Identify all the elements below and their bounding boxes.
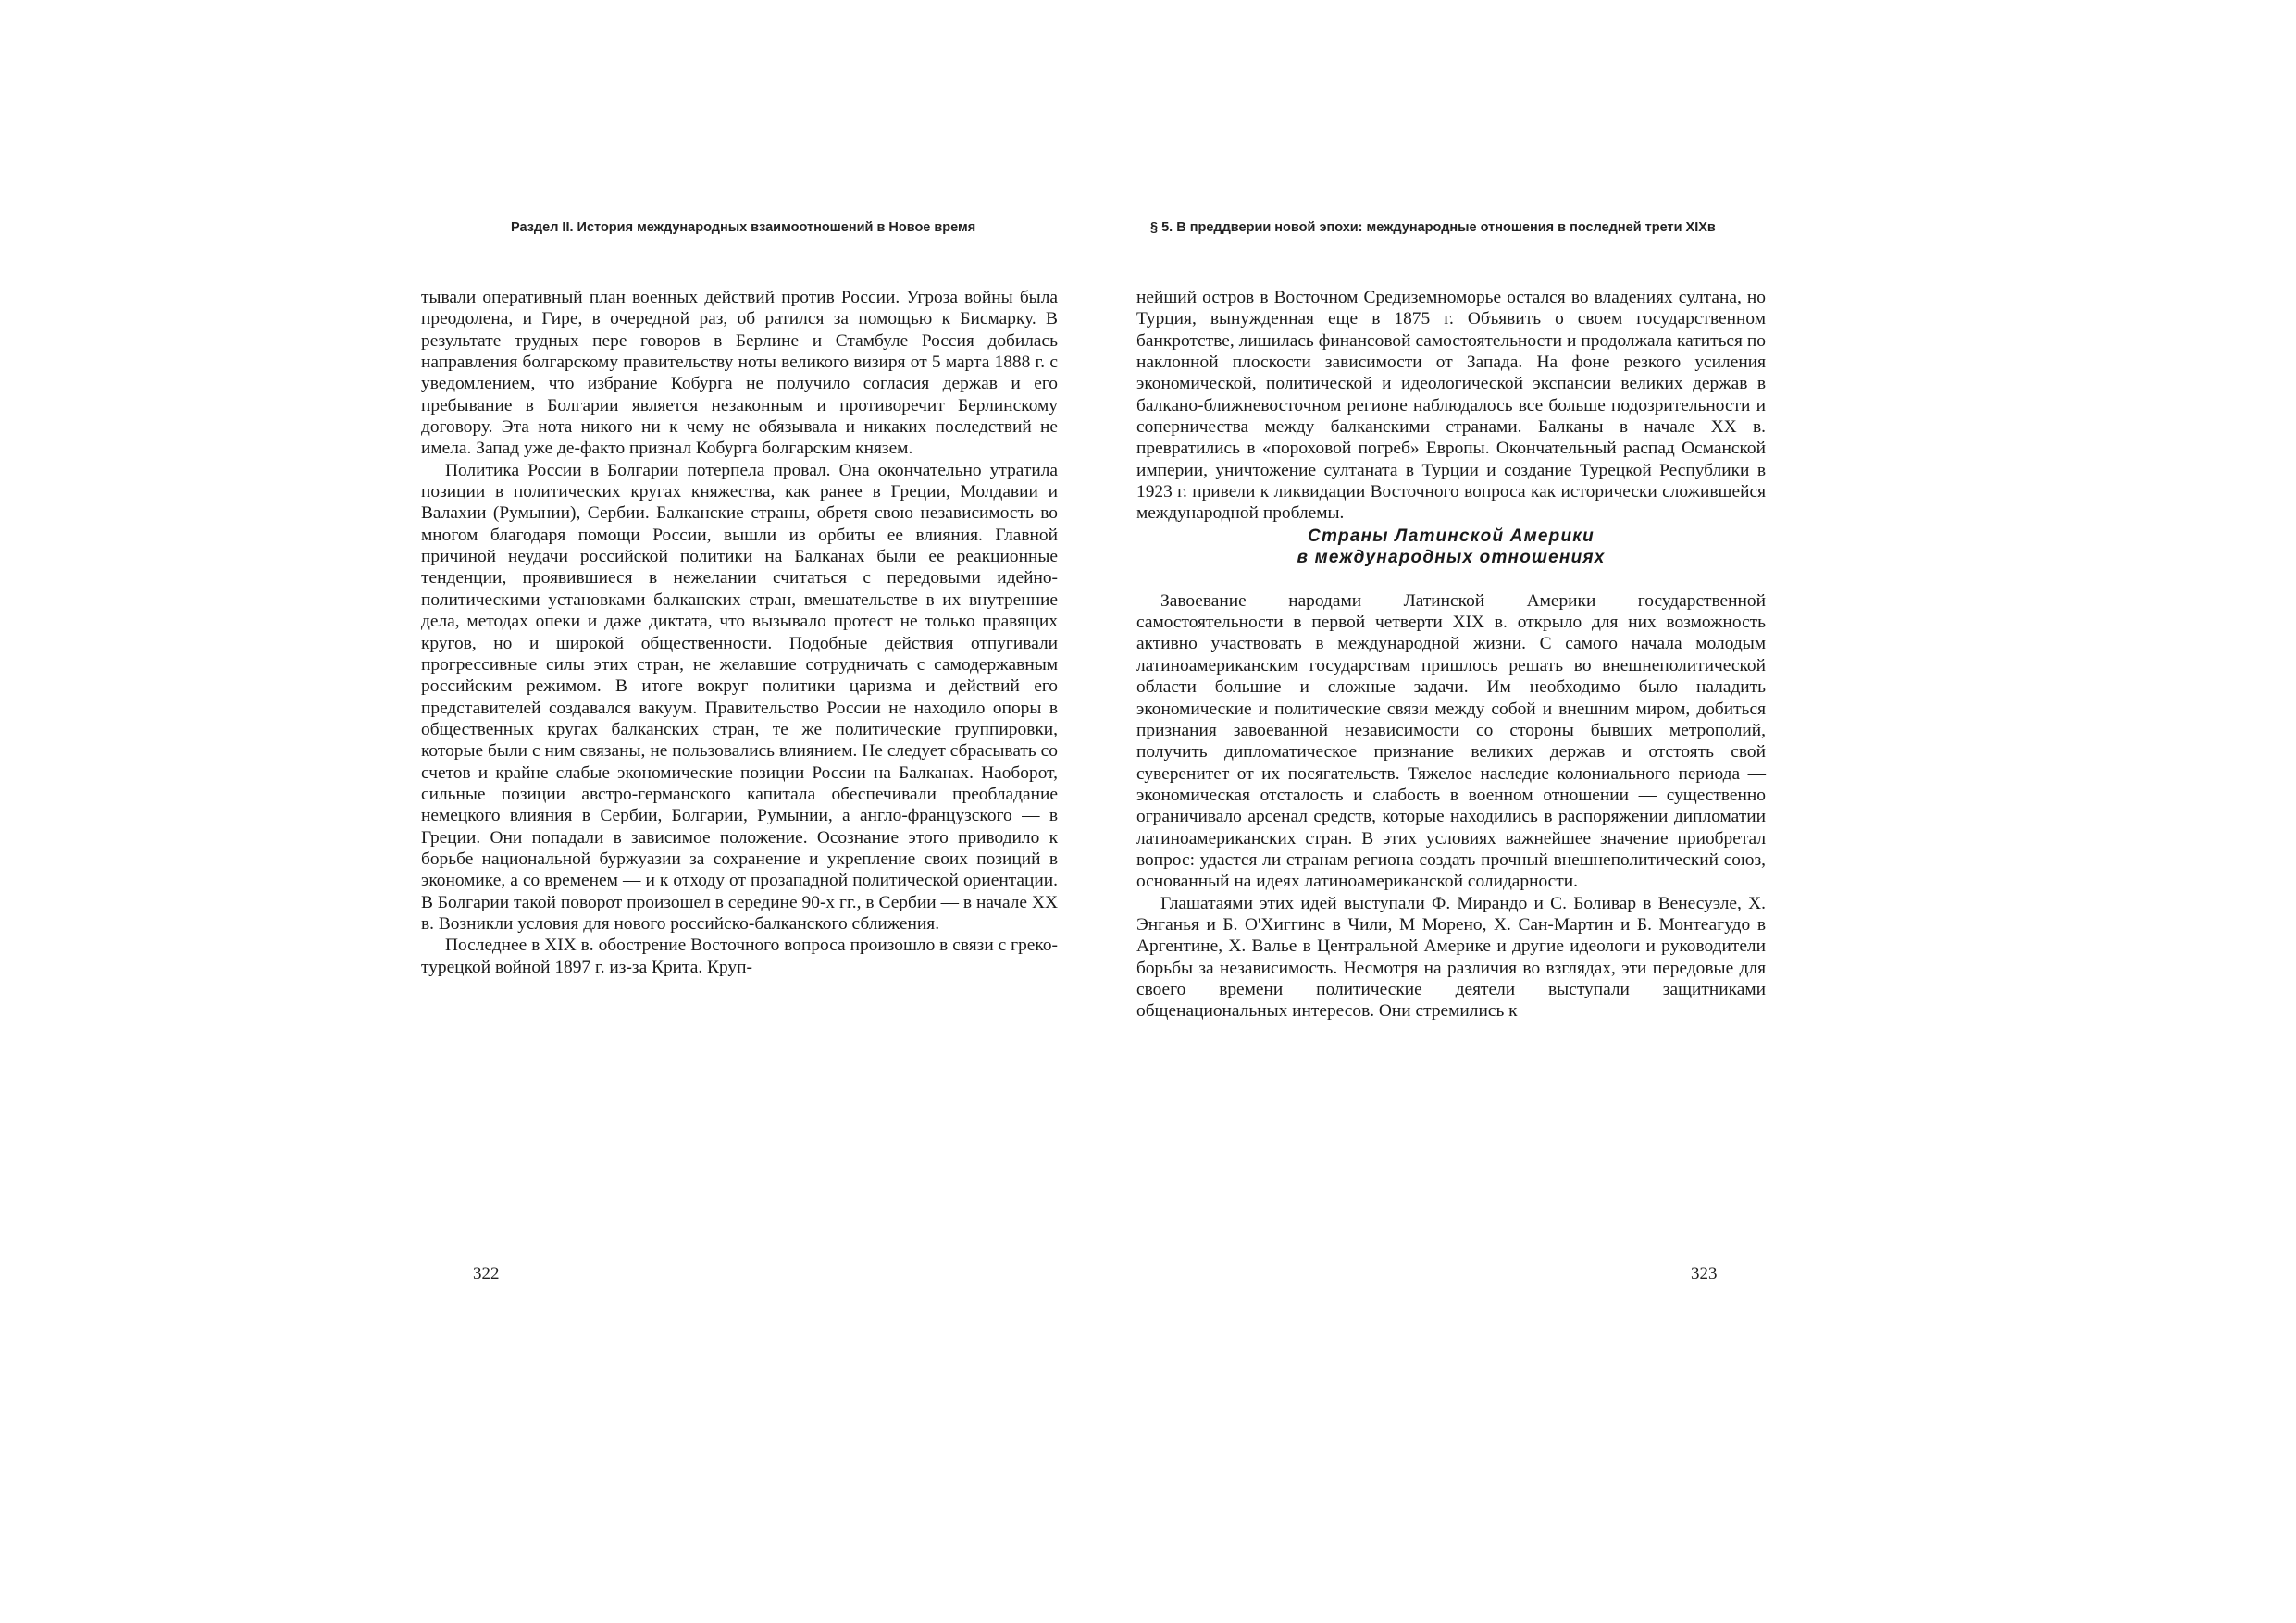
- right-text-block: [1136, 287, 1766, 1022]
- section-heading-line-1: Страны Латинской Америки: [1308, 526, 1595, 546]
- right-page: [1136, 0, 2296, 1623]
- right-paragraph-1: нейший остров в Восточном Средиземноморье остался во владениях султана, но Турция, вынужденная еще в 1875 г. Объявить о своем государственном банкротстве, лишилась финансовой самостоятельности и продолжала катиться по наклонной плоскости зависимости от Запада. На фоне резкого усиления экономической, политической и идеологической экспансии великих держав в балкано-ближневосточном регионе наблюдалось все больше подозрительности и соперничества между балканскими странами. Балканы в начале XX в. превратились в «пороховой погреб» Европы. Окончательный распад Османской империи, уничтожение султаната в Турции и создание Турецкой Республики в 1923 г. привели к ликвидации Восточного вопроса как исторически сложившейся международной проблемы.: [1136, 288, 1766, 524]
- section-heading: [1136, 526, 1766, 568]
- right-paragraph-3: Глашатаями этих идей выступали Ф. Мирандо и С. Боливар в Венесуэле, Х. Энганья и Б. О'Хиггинс в Чили, М Морено, Х. Сан-Мартин и Б. Монтеагудо в Аргентине, Х. Валье в Центральной Америке и другие идеологи и руководители борьбы за независимость. Несмотря на различия во взглядах, эти передовые для своего времени политические деятели выступали защитниками общенациональных интересов. Они стремились к: [1136, 893, 1766, 1022]
- section-heading-line-2: в международных отношениях: [1297, 547, 1606, 567]
- left-paragraph-2: Политика России в Болгарии потерпела провал. Она окончательно утратила позиции в политических кругах княжества, как ранее в Греции, Молдавии и Валахии (Румынии), Сербии. Балканские страны, обретя свою независимость во многом благодаря помощи России, вышли из орбиты ее влияния. Главной причиной неудачи российской политики на Балканах были ее реакционные тенденции, проявившиеся в нежелании считаться с передовыми идейно-политическими установками балканских стран, вмешательстве в их внутренние дела, методах опеки и даже диктата, что вызывало протест не только правящих кругов, но и широкой общественности. Подобные действия отпугивали прогрессивные силы этих стран, не желавшие сотрудничать с самодержавным российским режимом. В итоге вокруг политики царизма и действий его представителей создавался вакуум. Правительство России не находило опоры в общественных кругах балканских стран, те же политические группировки, которые были с ним связаны, не пользовались влиянием. Не следует сбрасывать со счетов и крайне слабые экономические позиции России на Балканах. Наоборот, сильные позиции австро-германского капитала обеспечивали преобладание немецкого влияния в Сербии, Болгарии, Румынии, а англо-французского — в Греции. Они попадали в зависимое положение. Осознание этого приводило к борьбе национальной буржуазии за сохранение и укрепление своих позиций в экономике, а со временем — и к отходу от прозападной политической ориентации. В Болгарии такой поворот произошел в середине 90-х гг., в Сербии — в начале XX в. Возникли условия для нового российско-балканского сближения.: [421, 460, 1058, 934]
- right-running-head: § 5. В преддверии новой эпохи: международные отношения в последней трети XIXв: [1150, 220, 1716, 235]
- left-page-number: 322: [473, 1264, 500, 1283]
- left-text-block: [421, 287, 1058, 978]
- left-paragraph-1: тывали оперативный план военных действий против России. Угроза войны была преодолена, и Гире, в очередной раз, об ратился за помощью к Бисмарку. В результате трудных пере говоров в Берлине и Стамбуле Россия добилась направления болгарскому правительству ноты великого визиря от 5 марта 1888 г. с уведомлением, что избрание Кобурга не получило согласия держав и его пребывание в Болгарии является незаконным и противоречит Берлинскому договору. Эта нота никого ни к чему не обязывала и никаких последствий не имела. Запад уже де-факто признал Кобурга болгарским князем.: [421, 288, 1058, 459]
- left-running-head: Раздел II. История международных взаимоотношений в Новое время: [511, 220, 976, 235]
- left-paragraph-3: Последнее в XIX в. обострение Восточного вопроса произошло в связи с греко-турецкой войной 1897 г. из-за Крита. Круп-: [421, 935, 1058, 977]
- right-page-number: 323: [1691, 1264, 1718, 1283]
- right-paragraph-2: Завоевание народами Латинской Америки государственной самостоятельности в первой четверти XIX в. открыло для них возможность активно участвовать в международной жизни. С самого начала молодым латиноамериканским государствам пришлось решать во внешнеполитической области большие и сложные задачи. Им необходимо было наладить экономические и политические связи между собой и внешним миром, добиться признания завоеванной независимости со стороны бывших метрополий, получить дипломатическое признание великих держав и отстоять свой суверенитет от их посягательств. Тяжелое наследие колониального периода — экономическая отсталость и слабость в военном отношении — существенно ограничивало арсенал средств, которые находились в распоряжении дипломатии латиноамериканских стран. В этих условиях важнейшее значение приобретал вопрос: удастся ли странам региона создать прочный внешнеполитический союз, основанный на идеях латиноамериканской солидарности.: [1136, 590, 1766, 892]
